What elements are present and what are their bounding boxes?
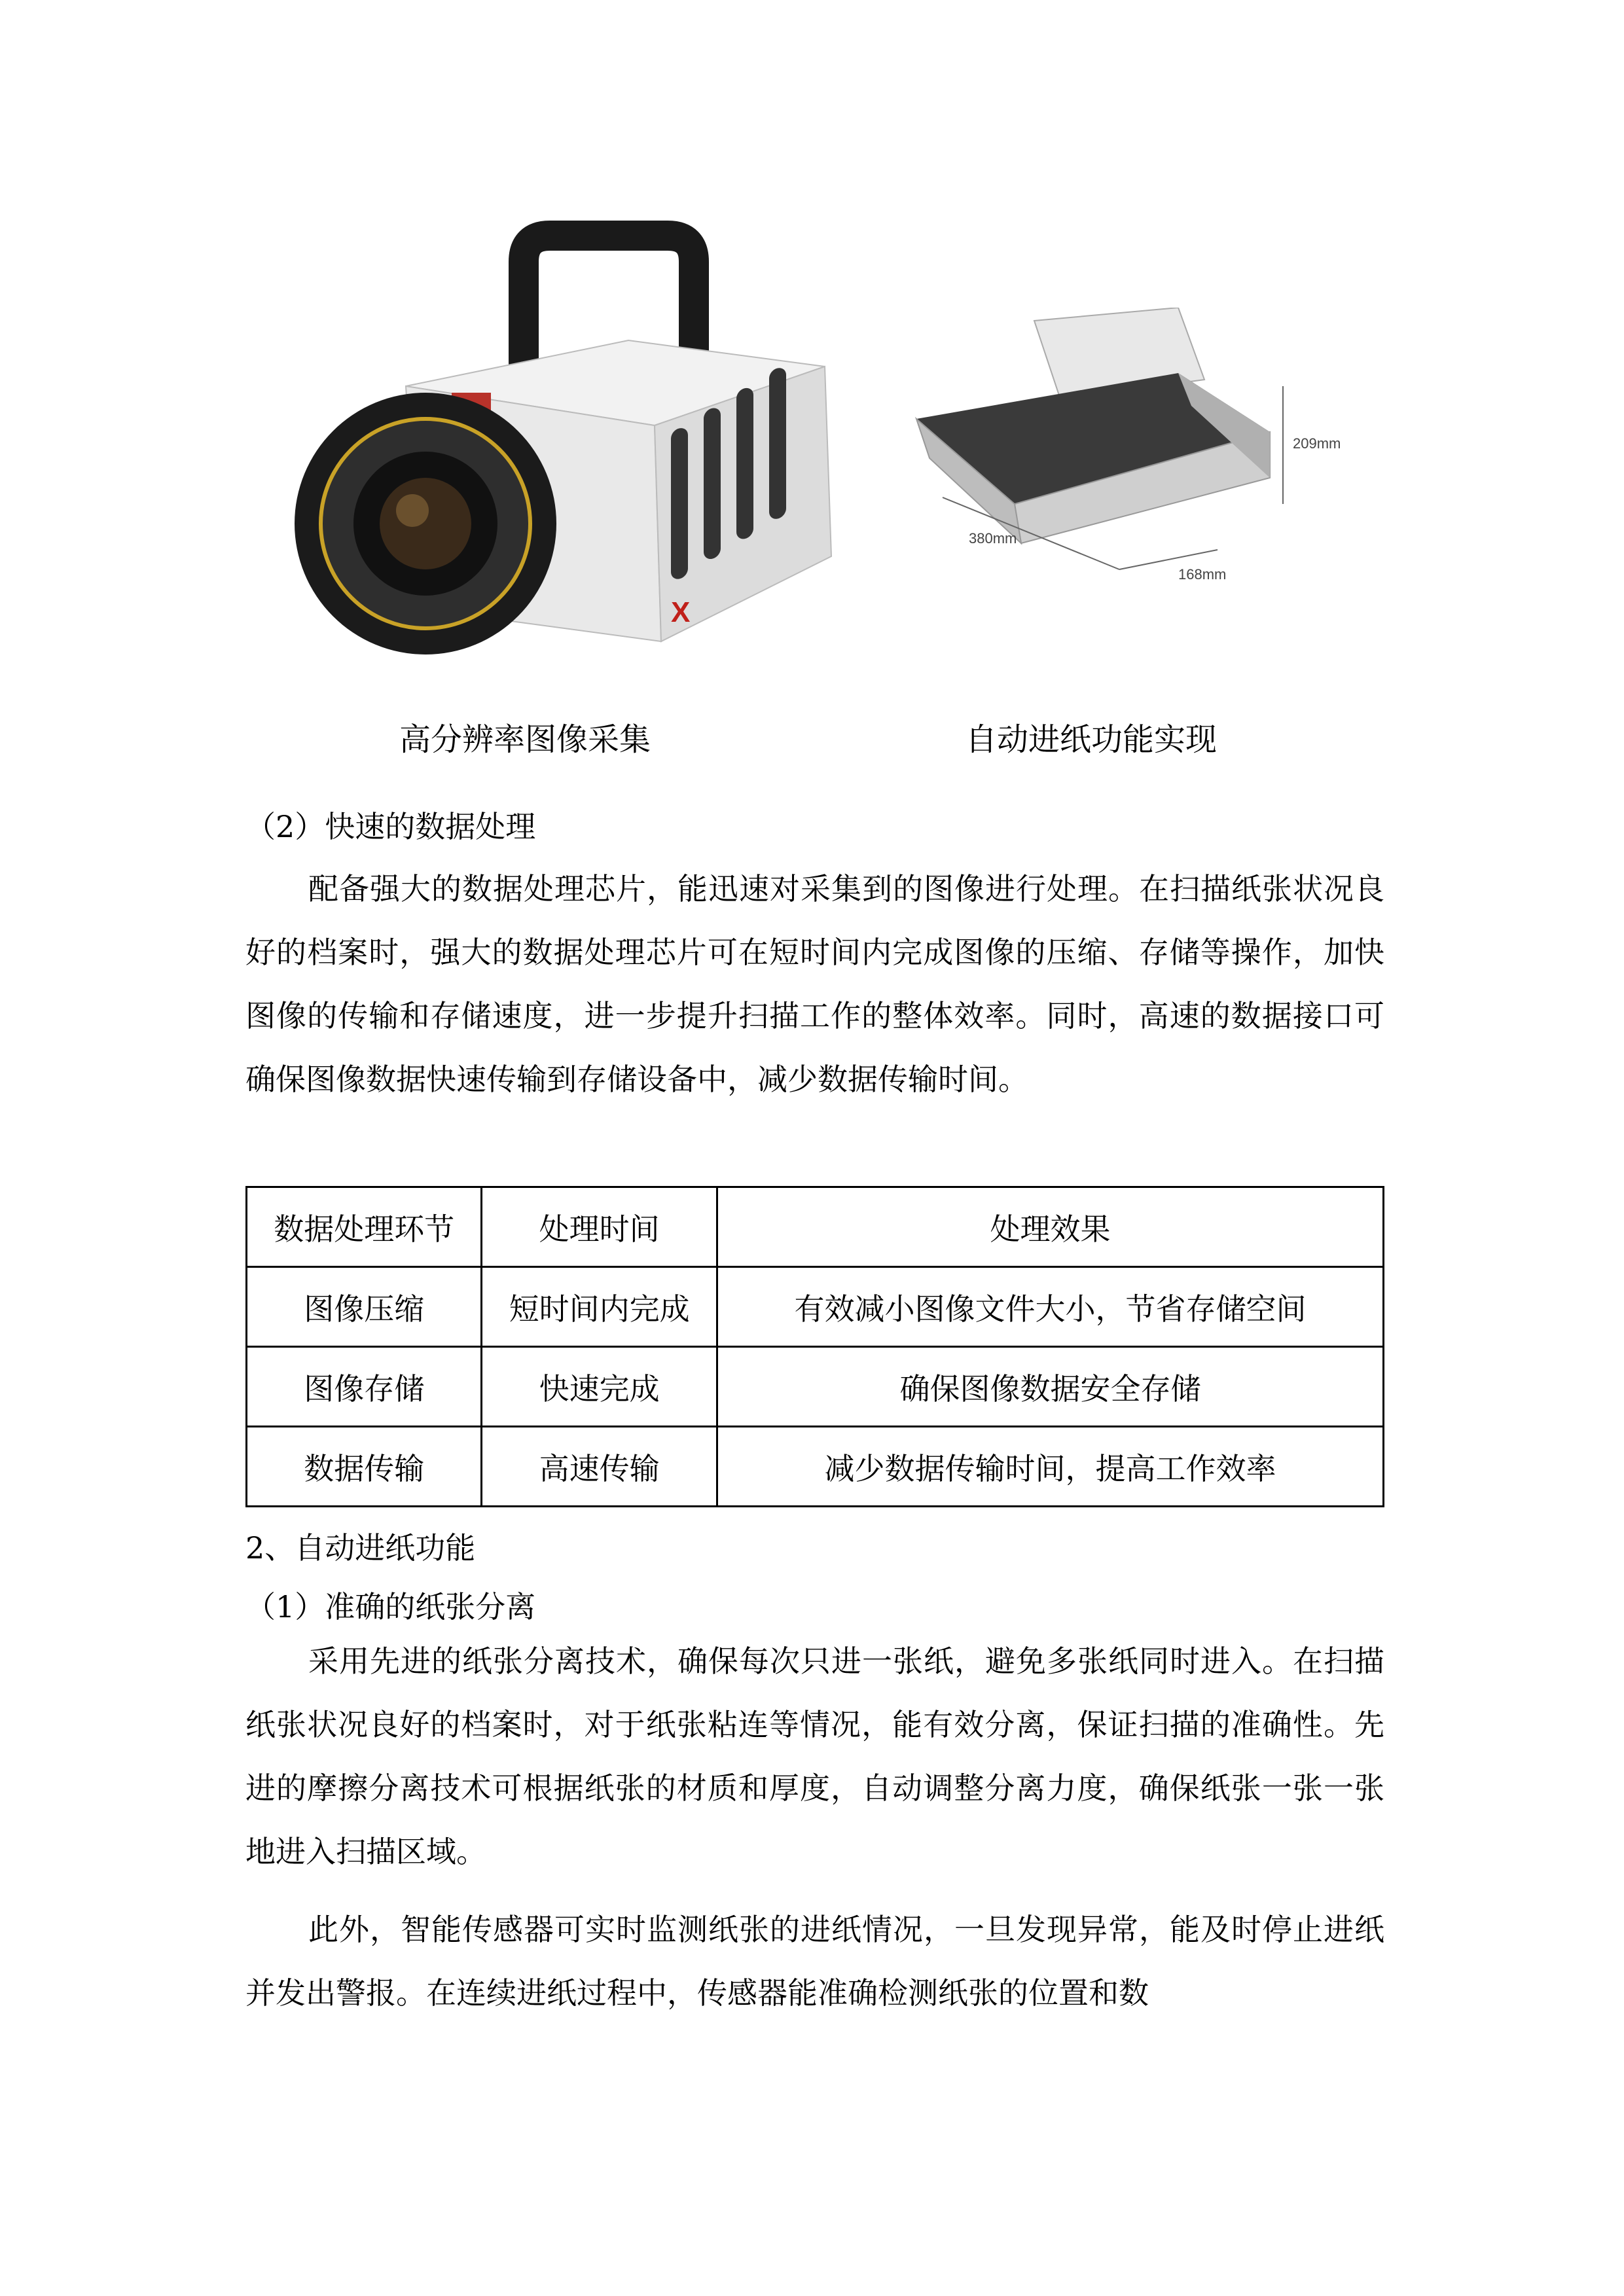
table-row <box>247 1427 1384 1507</box>
table-row <box>247 1347 1384 1427</box>
table-header-cell: 处理效果 <box>717 1187 1383 1267</box>
table-header-cell: 数据处理环节 <box>247 1187 482 1267</box>
paragraph-paper-separation <box>245 1630 1384 1884</box>
paragraph-text: 此外，智能传感器可实时监测纸张的进纸情况，一旦发现异常，能及时停止进纸并发出警报。在连续进纸过程中，传感器能准确检测纸张的位置和数 <box>245 1912 1384 2011</box>
table-cell: 快速完成 <box>482 1347 717 1427</box>
table-header-row <box>247 1187 1384 1267</box>
paragraph-sensor <box>245 1898 1384 2025</box>
scanner-dim-height: 209mm <box>1293 435 1341 452</box>
table-cell: 确保图像数据安全存储 <box>717 1347 1383 1427</box>
table-cell: 高速传输 <box>482 1427 717 1507</box>
paragraph-text: 采用先进的纸张分离技术，确保每次只进一张纸，避免多张纸同时进入。在扫描纸张状况良好的档案时，对于纸张粘连等情况，能有效分离，保证扫描的准确性。先进的摩擦分离技术可根据纸张的材质和厚度，自动调整分离力度，确保纸张一张一张地进入扫描区域。 <box>245 1643 1384 1869</box>
paragraph-text: 配备强大的数据处理芯片，能迅速对采集到的图像进行处理。在扫描纸张状况良好的档案时，强大的数据处理芯片可在短时间内完成图像的压缩、存储等操作，加快图像的传输和存储速度，进一步提升扫描工作的整体效率。同时，高速的数据接口可确保图像数据快速传输到存储设备中，减少数据传输时间。 <box>245 871 1384 1097</box>
camera-caption: 高分辨率图像采集 <box>399 721 651 758</box>
table-cell: 图像存储 <box>247 1347 482 1427</box>
data-processing-table <box>245 1186 1384 1507</box>
table-row <box>247 1267 1384 1347</box>
subsection-heading-paper-separation: （1）准确的纸张分离 <box>245 1589 536 1624</box>
table-cell: 数据传输 <box>247 1427 482 1507</box>
scanner-dim-depth: 168mm <box>1178 566 1227 583</box>
scanner-dim-width: 380mm <box>969 530 1017 547</box>
subsection-heading-data-processing: （2）快速的数据处理 <box>245 809 536 844</box>
scanner-caption: 自动进纸功能实现 <box>965 721 1218 758</box>
section-heading-auto-feed: 2、自动进纸功能 <box>245 1530 476 1566</box>
table-cell: 短时间内完成 <box>482 1267 717 1347</box>
camera-x-mark: X <box>671 596 691 628</box>
table-cell: 减少数据传输时间，提高工作效率 <box>717 1427 1383 1507</box>
table-cell: 图像压缩 <box>247 1267 482 1347</box>
camera-image <box>262 216 871 687</box>
table-header-cell: 处理时间 <box>482 1187 717 1267</box>
scanner-image <box>903 308 1375 589</box>
paragraph-data-processing <box>245 857 1384 1111</box>
table-cell: 有效减小图像文件大小，节省存储空间 <box>717 1267 1383 1347</box>
